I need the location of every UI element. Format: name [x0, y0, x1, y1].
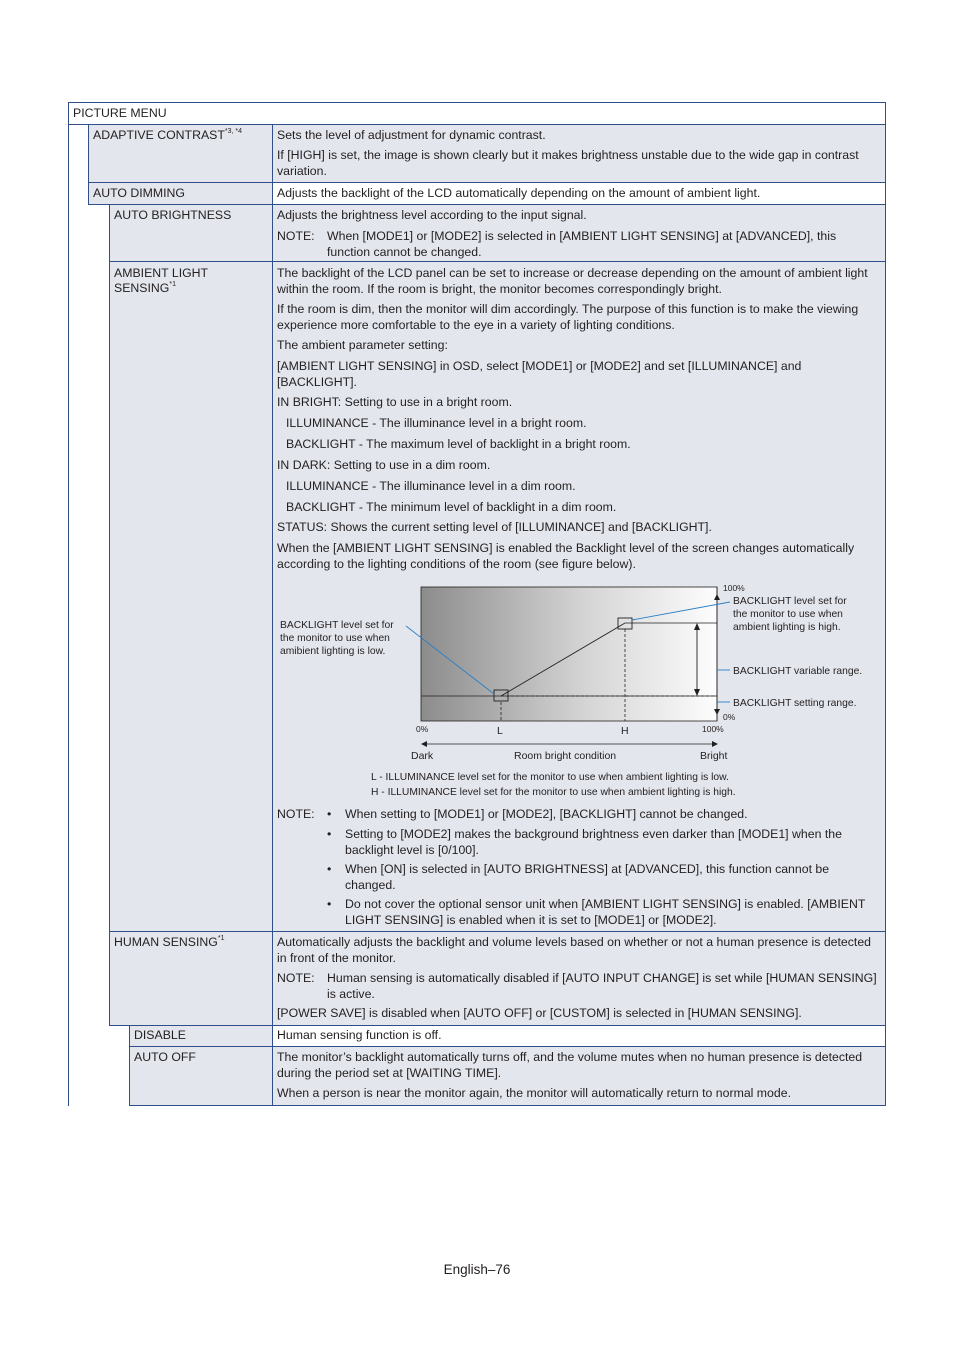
adaptive-contrast-label: ADAPTIVE $CONTRAST^{*3, *4}$	[93, 127, 242, 142]
bullet-3: •	[327, 862, 332, 876]
ambient-p9: ILLUMINANCE - The illuminance level in a dim room.	[286, 479, 576, 493]
ambient-note-2: Setting to [MODE2] makes the background brightness even darker than [MODE1] when the backlight level is [0/100].	[345, 827, 842, 857]
left-callout-1: BACKLIGHT level set for	[280, 620, 394, 631]
variable-range-label: BACKLIGHT variable range.	[733, 666, 863, 677]
ambient-note-4: Do not cover the optional sensor unit when [AMBIENT LIGHT SENSING] is enabled. [AMBIENT LIGHT SENSING] is enabled when it is set to [MODE1] or [MODE2].	[345, 897, 866, 927]
ambient-p10: BACKLIGHT - The minimum level of backlight in a dim room.	[286, 500, 617, 514]
y-bottom-label: 0%	[723, 712, 736, 722]
auto-brightness-note: When [MODE1] or [MODE2] is selected in [AMBIENT LIGHT SENSING] at [ADVANCED], this function cannot be changed.	[327, 229, 837, 259]
human-sensing-desc: Automatically adjusts the backlight and volume levels based on whether or not a human presence is detected in front of the monitor.	[277, 935, 872, 965]
ambient-p6: ILLUMINANCE - The illuminance level in a bright room.	[286, 416, 587, 430]
ambient-p11: STATUS: Shows the current setting level of [ILLUMINANCE] and [BACKLIGHT].	[277, 520, 712, 534]
bullet-1: •	[327, 807, 332, 821]
ambient-note-1: When setting to [MODE1] or [MODE2], [BACKLIGHT] cannot be changed.	[345, 807, 748, 821]
ambient-label-line2: SENSING$^{*1}$	[114, 280, 176, 295]
ambient-label-line1: AMBIENT LIGHT	[114, 266, 209, 280]
bright-label: Bright	[700, 750, 728, 762]
ambient-p1: The backlight of the LCD panel can be set to increase or decrease depending on the amount of ambient light within the room. If the room is bright, the monitor becomes correspondingly bright.	[277, 266, 868, 296]
legend-H: H - ILLUMINANCE level set for the monitor to use when ambient lighting is high.	[371, 787, 736, 798]
page-number: English–76	[443, 1262, 511, 1277]
human-sensing-label: HUMAN SENSING$^{*1}$	[114, 934, 225, 949]
ambient-p5: IN BRIGHT: Setting to use in a bright room.	[277, 395, 513, 409]
left-callout-2: the monitor to use when	[280, 633, 390, 644]
setting-range-label: BACKLIGHT setting range.	[733, 698, 857, 709]
disable-label: DISABLE	[134, 1028, 186, 1042]
right-callout-3: ambient lighting is high.	[733, 622, 841, 633]
auto-off-desc2: When a person is near the monitor again, the monitor will automatically return to normal mode.	[277, 1086, 791, 1100]
dark-label: Dark	[411, 750, 434, 762]
room-condition-label: Room bright condition	[514, 750, 617, 762]
ambient-note-3: When [ON] is selected in [AUTO BRIGHTNESS] at [ADVANCED], this function cannot be changed.	[345, 862, 830, 892]
x-left-label: 0%	[416, 724, 429, 734]
ambient-p8: IN DARK: Setting to use in a dim room.	[277, 458, 491, 472]
sub-label-column	[109, 205, 273, 1026]
auto-dimming-label: AUTO DIMMING	[93, 186, 185, 200]
right-callout-1: BACKLIGHT level set for	[733, 596, 847, 607]
menu-title: PICTURE MENU	[73, 106, 167, 120]
ambient-p12: When the [AMBIENT LIGHT SENSING] is enabled the Backlight level of the screen changes automatically according to the lighting conditions of the room (see figure below).	[277, 541, 855, 571]
auto-off-desc1: The monitor’s backlight automatically turns off, and the volume mutes when no human presence is detected during the period set at [WAITING TIME].	[277, 1050, 863, 1080]
human-sensing-note: Human sensing is automatically disabled if [AUTO INPUT CHANGE] is set while [HUMAN SENSING] is active.	[327, 971, 877, 1001]
auto-brightness-label: AUTO BRIGHTNESS	[114, 208, 232, 222]
H-label: H	[621, 725, 629, 737]
bullet-4: •	[327, 897, 332, 911]
ambient-p2: If the room is dim, then the monitor will dim accordingly. The purpose of this function is to make the viewing experience more comfortable to the eye in a variety of lighting conditions.	[277, 302, 859, 332]
ambient-p3: The ambient parameter setting:	[277, 338, 448, 352]
bullet-2: •	[327, 827, 332, 841]
adaptive-contrast-desc: Sets the level of adjustment for dynamic contrast.	[277, 128, 546, 142]
human-sensing-desc2: [POWER SAVE] is disabled when [AUTO OFF] or [CUSTOM] is selected in [HUMAN SENSING].	[277, 1006, 802, 1020]
auto-off-label: AUTO OFF	[134, 1050, 196, 1064]
ambient-light-diagram	[272, 578, 885, 803]
ambient-note-label: NOTE:	[277, 807, 315, 821]
left-callout-3: amibient lighting is low.	[280, 646, 386, 657]
legend-L: L - ILLUMINANCE level set for the monitor to use when ambient lighting is low.	[371, 772, 729, 783]
L-label: L	[497, 725, 503, 737]
auto-brightness-note-label: NOTE:	[277, 229, 315, 243]
auto-dimming-desc: Adjusts the backlight of the LCD automatically depending on the amount of ambient light.	[277, 186, 761, 200]
adaptive-contrast-desc2: If [HIGH] is set, the image is shown clearly but it makes brightness unstable due to the wide gap in contrast variation.	[277, 148, 859, 178]
human-sensing-note-label: NOTE:	[277, 971, 315, 985]
right-callout-2: the monitor to use when	[733, 609, 843, 620]
plot-area	[421, 587, 717, 721]
auto-brightness-desc: Adjusts the brightness level according to the input signal.	[277, 208, 587, 222]
y-top-label: 100%	[723, 583, 745, 593]
ambient-p4: [AMBIENT LIGHT SENSING] in OSD, select [MODE1] or [MODE2] and set [ILLUMINANCE] and [BACKLIGHT].	[277, 359, 802, 389]
disable-desc: Human sensing function is off.	[277, 1028, 442, 1042]
x-right-label: 100%	[702, 724, 724, 734]
ambient-p7: BACKLIGHT - The maximum level of backlight in a bright room.	[286, 437, 631, 451]
